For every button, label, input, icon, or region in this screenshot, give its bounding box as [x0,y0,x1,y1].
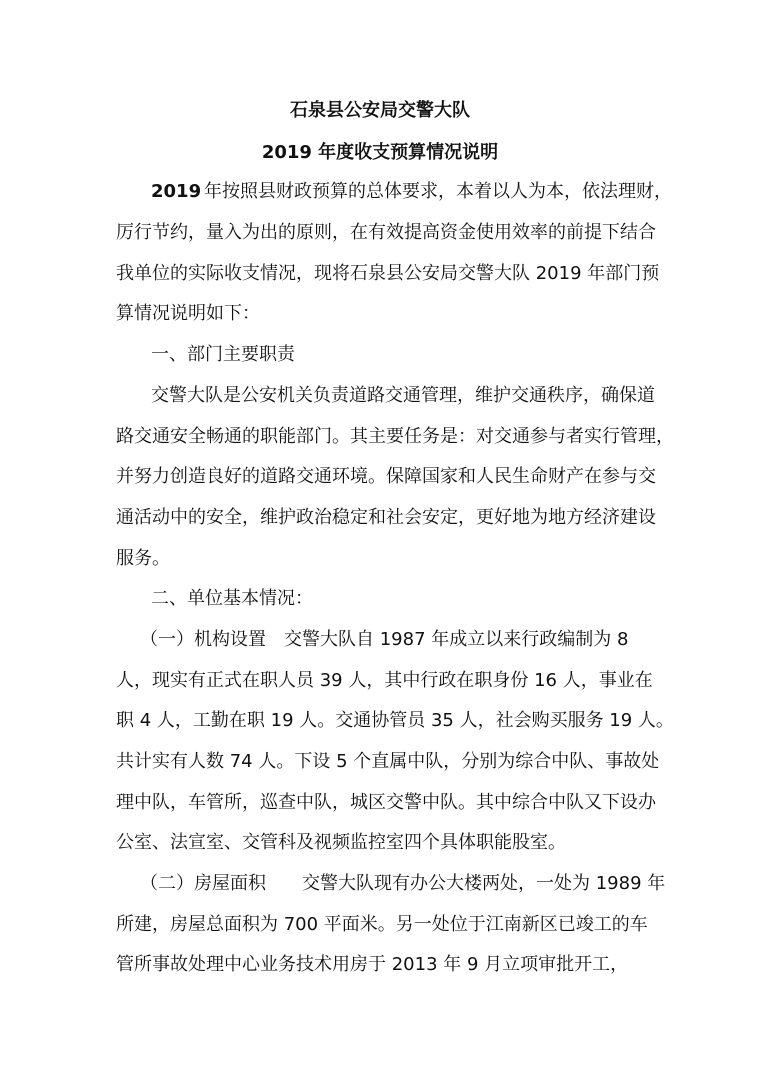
paragraph-duties-line-5 [0,544,760,574]
paragraph-org-line-2 [0,666,760,696]
document-subtitle: 2019 年度收支预算情况说明 [261,142,499,163]
year-lead: 2019 [151,181,202,202]
duties-line-3-text: 并努力创造良好的道路交通环境。保障国家和人民生命财产在参与交 [116,466,656,487]
paragraph-org-line-3 [0,706,760,736]
section-heading-1 [0,340,760,370]
section-heading-2-text: 二、单位基本情况： [151,588,313,609]
org-line-6-text: 公室、法宣室、交管科及视频监控室四个具体职能股室。 [116,832,566,853]
duties-line-1-text: 交警大队是公安机关负责道路交通管理，维护交通秩序，确保道 [151,385,655,406]
paragraph-duties-line-3 [0,462,760,492]
org-line-5-text: 理中队，车管所，巡查中队，城区交警中队。其中综合中队又下设办 [116,792,656,813]
building-line-2-text: 所建，房屋总面积为 700 平面米。另一处位于江南新区已竣工的车 [116,914,648,935]
paragraph-intro-line-2 [0,218,760,248]
org-line-1-text: （一）机构设置 交警大队自 1987 年成立以来行政编制为 8 [140,629,629,650]
paragraph-duties-line-1 [0,381,760,411]
org-line-2-text: 人，现实有正式在职人员 39 人，其中行政在职身份 16 人，事业在 [116,670,653,691]
paragraph-intro-line-3 [0,259,760,289]
org-line-3-text: 职 4 人，工勤在职 19 人。交通协管员 35 人，社会购买服务 19 人。 [116,710,674,731]
paragraph-intro-line-4 [0,299,760,329]
intro-line-2-text: 厉行节约，量入为出的原则，在有效提高资金使用效率的前提下结合 [116,222,656,243]
intro-line-4-text: 算情况说明如下： [116,303,260,324]
paragraph-duties-line-4 [0,503,760,533]
intro-line-1-text: 年按照县财政预算的总体要求，本着以人为本，依法理财， [204,181,672,202]
section-heading-2 [0,584,760,614]
paragraph-org-line-4 [0,747,760,777]
paragraph-org-line-5 [0,788,760,818]
duties-line-2-text: 路交通安全畅通的职能部门。其主要任务是：对交通参与者实行管理， [116,426,674,447]
duties-line-5-text: 服务。 [116,548,170,569]
document-title: 石泉县公安局交警大队 [290,100,470,121]
intro-line-3-text: 我单位的实际收支情况，现将石泉县公安局交警大队 2019 年部门预 [116,263,660,284]
building-line-3-text: 管所事故处理中心业务技术用房于 2013 年 9 月立项审批开工， [116,954,629,975]
duties-line-4-text: 通活动中的安全，维护政治稳定和社会安定，更好地为地方经济建设 [116,507,656,528]
paragraph-building-line-3 [0,950,760,980]
org-line-4-text: 共计实有人数 74 人。下设 5 个直属中队，分别为综合中队、事故处 [116,751,660,772]
paragraph-intro-line-1 [0,177,760,207]
section-heading-1-text: 一、部门主要职责 [151,344,295,365]
paragraph-building-line-2 [0,910,760,940]
paragraph-building-line-1 [0,869,760,899]
paragraph-duties-line-2 [0,422,760,452]
building-line-1-text: （二）房屋面积 交警大队现有办公大楼两处，一处为 1989 年 [140,873,666,894]
paragraph-org-line-1 [0,625,760,655]
paragraph-org-line-6 [0,828,760,858]
